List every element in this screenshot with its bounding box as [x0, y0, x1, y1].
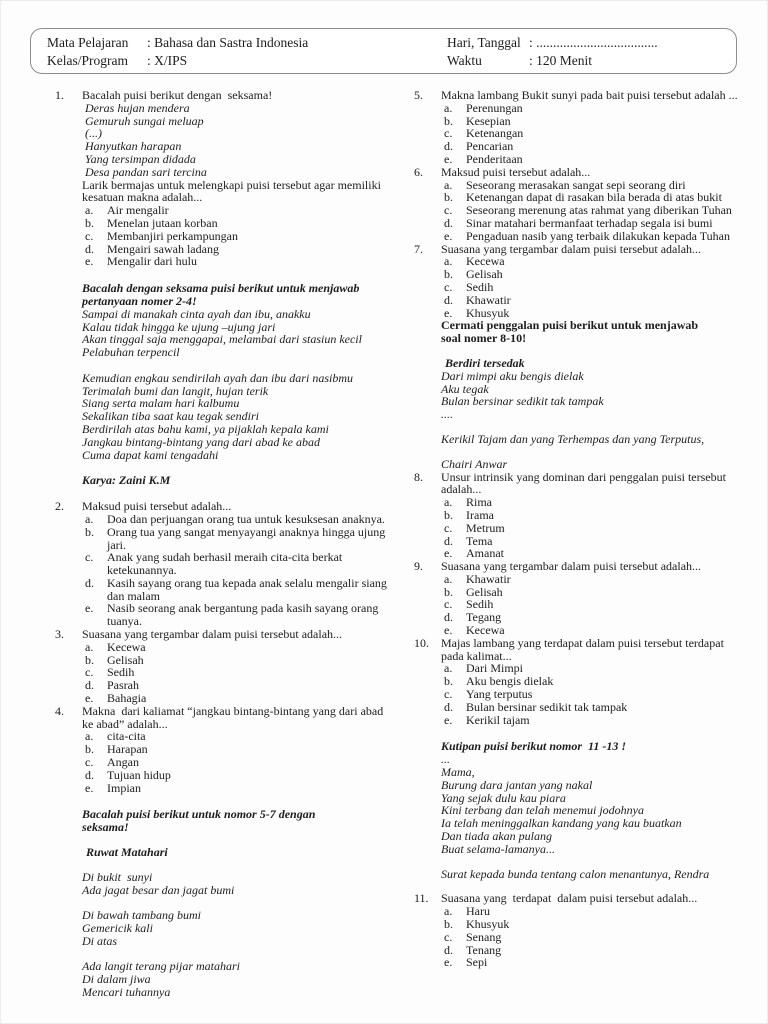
option-row — [441, 688, 746, 701]
question-block — [55, 499, 390, 629]
poem-line: (...) — [85, 126, 102, 141]
option-text: Gelisah — [107, 652, 144, 667]
question-text: Suasana yang tergambar dalam puisi tersebut adalah... — [82, 627, 343, 642]
option-row — [441, 281, 746, 294]
poem-line: Di dalam jiwa — [82, 972, 151, 987]
options-list — [82, 204, 387, 268]
question-body — [82, 499, 390, 629]
poem-line: Di atas — [82, 933, 118, 948]
option-letter: b. — [444, 267, 453, 282]
option-text: Penderitaan — [466, 151, 523, 166]
poem-line: Siang serta malam hari kalbumu — [82, 396, 240, 411]
option-text: Nasib seorang anak bergantung pada kasih sayang orang tuanya. — [107, 601, 382, 629]
option-letter: d. — [444, 699, 453, 714]
poem-line: Sekalikan tiba saat kau tegak sendiri — [82, 409, 259, 424]
subject-label: Mata Pelajaran — [47, 35, 129, 50]
option-text: Aku bengis dielak — [466, 674, 554, 689]
options-list — [441, 102, 746, 166]
option-row — [82, 255, 387, 268]
option-row — [441, 522, 746, 535]
options-list — [82, 641, 387, 705]
option-letter: b. — [85, 652, 94, 667]
option-text: Senang — [466, 929, 502, 944]
option-row — [82, 641, 387, 654]
option-letter: c. — [444, 687, 453, 702]
question-text: Majas lambang yang terdapat dalam puisi tersebut terdapat pada kalimat... — [441, 635, 727, 663]
option-letter: d. — [444, 610, 453, 625]
question-block — [414, 471, 746, 561]
question-number: 8. — [414, 469, 423, 484]
option-row — [441, 931, 746, 944]
question-block — [55, 89, 387, 268]
poem-line: Yang sejak dulu kau piara — [441, 790, 566, 805]
question-block — [414, 892, 746, 969]
attribution: Chairi Anwar — [441, 456, 508, 471]
question-body — [441, 243, 746, 320]
option-row — [441, 153, 746, 166]
header-left-column — [47, 34, 447, 73]
option-letter: d. — [444, 139, 453, 154]
option-letter: e. — [85, 780, 94, 795]
question-number: 1. — [55, 88, 64, 102]
option-text: Orang tua yang sangat menyayangi anaknya hingga ujung jari. — [107, 524, 389, 552]
option-text: Gelisah — [466, 584, 503, 599]
question-number: 10. — [414, 635, 429, 650]
duration-value: : 120 Menit — [529, 52, 592, 68]
options-list — [441, 255, 746, 319]
option-letter: c. — [444, 203, 453, 218]
class-label: Kelas/Program — [47, 52, 128, 68]
poem-line: Gemericik kali — [82, 921, 153, 936]
option-letter: b. — [85, 215, 94, 230]
option-text: Khusyuk — [466, 917, 510, 932]
class-row — [47, 52, 447, 70]
poem-line: Ada langit terang pijar matahari — [82, 959, 241, 974]
option-letter: b. — [444, 584, 453, 599]
option-letter: c. — [444, 597, 453, 612]
attribution: Karya: Zaini K.M — [82, 473, 171, 488]
option-text: Kesepian — [466, 113, 511, 128]
question-text: Maksud puisi tersebut adalah... — [441, 164, 591, 179]
spacer — [414, 856, 746, 868]
option-text: Menelan jutaan korban — [107, 215, 218, 230]
option-text: Anak yang sudah berhasil meraih cita-cita berkat ketekunannya. — [107, 550, 346, 578]
poem-title: Ruwat Matahari — [86, 845, 168, 860]
class-value: : X/IPS — [147, 52, 188, 68]
question-number: 5. — [414, 88, 423, 102]
option-text: Kecewa — [107, 639, 146, 654]
question-text: Makna dari kaliamat “jangkau bintang-bintang yang dari abad ke abad” adalah... — [82, 703, 387, 731]
option-text: Impian — [107, 780, 141, 795]
poem-line: Jangkau bintang-bintang yang dari abad ke abad — [82, 434, 320, 449]
option-text: Yang terputus — [466, 687, 533, 702]
option-letter: a. — [444, 661, 453, 676]
option-letter: b. — [444, 113, 453, 128]
question-body — [441, 166, 746, 243]
option-text: Tenang — [466, 942, 502, 957]
option-letter: d. — [444, 292, 453, 307]
option-text: Kecewa — [466, 623, 505, 638]
option-letter: e. — [85, 691, 94, 706]
poem-title: Berdiri tersedak — [445, 355, 525, 370]
option-row — [82, 602, 387, 628]
option-text: Kasih sayang orang tua kepada anak selalu mengalir siang dan malam — [107, 575, 390, 603]
option-letter: e. — [85, 254, 94, 269]
question-text: Larik bermajas untuk melengkapi puisi tersebut agar memiliki kesatuan makna adalah... — [82, 177, 384, 205]
option-text: Dari Mimpi — [466, 661, 523, 676]
option-letter: a. — [444, 254, 453, 269]
option-text: Tujuan hidup — [107, 767, 171, 782]
option-letter: e. — [444, 546, 453, 561]
date-label: Hari, Tanggal — [447, 35, 521, 50]
option-row — [82, 769, 387, 782]
option-letter: e. — [444, 305, 453, 320]
option-text: Rima — [466, 495, 492, 510]
instruction-line: Cermati penggalan puisi berikut untuk menjawab — [441, 318, 699, 333]
spacer — [55, 268, 387, 282]
option-text: Khawatir — [466, 571, 511, 586]
question-body — [441, 89, 746, 166]
option-row — [441, 102, 746, 115]
option-row — [441, 294, 746, 307]
option-letter: e. — [85, 601, 94, 616]
option-text: Haru — [466, 904, 490, 919]
poem-line: Ada jagat besar dan jagat bumi — [82, 882, 235, 897]
poem-line: Di bukit sunyi — [82, 869, 153, 884]
option-text: Pencarian — [466, 139, 514, 154]
option-text: Tema — [466, 533, 493, 548]
option-text: Mengairi sawah ladang — [107, 241, 219, 256]
option-letter: d. — [444, 215, 453, 230]
poem-line: Gemuruh sungai meluap — [85, 113, 204, 128]
poem-line: Desa pandan sari tercina — [85, 164, 207, 179]
question-text: Bacalah puisi berikut dengan seksama! — [82, 88, 273, 102]
option-letter: e. — [444, 228, 453, 243]
option-row — [441, 573, 746, 586]
option-letter: b. — [444, 917, 453, 932]
option-letter: d. — [85, 767, 94, 782]
option-letter: d. — [85, 575, 94, 590]
question-number: 11. — [414, 891, 429, 906]
option-row — [441, 714, 746, 727]
option-row — [82, 217, 387, 230]
poem-line: Mama, — [441, 765, 475, 780]
option-letter: e. — [444, 955, 453, 970]
option-text: Khawatir — [466, 292, 511, 307]
option-letter: c. — [444, 279, 453, 294]
option-letter: b. — [444, 674, 453, 689]
option-row — [82, 782, 387, 795]
question-number: 2. — [55, 499, 64, 514]
poem-line: Kalau tidak hingga ke ujung –ujung jari — [82, 319, 276, 334]
poem-line: Hanyutkan harapan — [85, 139, 182, 154]
poem-stanza — [82, 102, 387, 179]
option-letter: a. — [85, 729, 94, 744]
question-text: Suasana yang tergambar dalam puisi tersebut adalah... — [441, 559, 702, 574]
question-body — [82, 705, 387, 795]
subject-row — [47, 34, 447, 52]
exam-header-box — [30, 28, 737, 74]
question-number: 3. — [55, 627, 64, 642]
question-block — [414, 560, 746, 637]
question-text: Makna lambang Bukit sunyi pada bait puisi tersebut adalah ... — [441, 88, 738, 102]
option-row — [82, 230, 387, 243]
option-row — [441, 956, 746, 969]
option-text: Metrum — [466, 520, 505, 535]
option-text: Membanjiri perkampungan — [107, 228, 238, 243]
instruction-line: Kutipan puisi berikut nomor 11 -13 ! — [441, 739, 627, 754]
option-letter: c. — [85, 755, 94, 770]
option-text: Sedih — [466, 279, 494, 294]
spacer — [55, 794, 387, 808]
option-text: Pengaduan nasib yang terbaik dilakukan kepada Tuhan — [466, 228, 730, 243]
option-text: Tegang — [466, 610, 502, 625]
poem-line: Aku tegak — [441, 381, 489, 396]
option-letter: c. — [85, 228, 94, 243]
option-row — [82, 526, 387, 552]
poem-line: Ia telah meninggalkan kandang yang kau buatkan — [441, 816, 682, 831]
option-letter: d. — [444, 942, 453, 957]
option-text: Sedih — [466, 597, 494, 612]
options-list — [441, 496, 746, 560]
question-number: 6. — [414, 164, 423, 179]
question-block — [414, 166, 746, 243]
poem-line: Pelabuhan terpencil — [82, 345, 180, 360]
option-row — [82, 756, 387, 769]
option-letter: a. — [444, 100, 453, 115]
option-letter: d. — [85, 241, 94, 256]
option-letter: c. — [85, 550, 94, 565]
poem-line: Dari mimpi aku bengis dielak — [441, 368, 584, 383]
option-text: Sinar matahari bermanfaat terhadap segala isi bumi — [466, 215, 713, 230]
option-text: Perenungan — [466, 100, 523, 115]
poem-line: Cuma dapat kami tengadahi — [82, 447, 219, 462]
poem-line: Bulan bersinar sedikit tak tampak — [441, 394, 604, 409]
option-letter: e. — [444, 712, 453, 727]
poem-stanza — [441, 753, 746, 855]
question-number: 7. — [414, 241, 423, 256]
option-letter: e. — [444, 151, 453, 166]
instruction-line: pertanyaan nomer 2-4! — [82, 293, 197, 308]
options-list — [82, 730, 387, 794]
option-letter: b. — [444, 507, 453, 522]
option-text: Sedih — [107, 665, 135, 680]
option-letter: a. — [85, 639, 94, 654]
poem-line: Sampai di manakah cinta ayah dan ibu, anakku — [82, 306, 311, 321]
options-list — [441, 662, 746, 726]
poem-stanza — [82, 871, 387, 999]
options-list — [441, 905, 746, 969]
options-list — [441, 573, 746, 637]
option-row — [441, 918, 746, 931]
option-letter: c. — [85, 665, 94, 680]
option-letter: b. — [444, 190, 453, 205]
option-text: Kecewa — [466, 254, 505, 269]
poem-line: .... — [441, 407, 453, 422]
instruction-line: soal nomer 8-10! — [441, 331, 527, 346]
option-letter: c. — [444, 126, 453, 141]
poem-line: Akan tinggal saja menggapai, melambai dari stasiun kecil — [82, 332, 362, 347]
option-text: Khusyuk — [466, 305, 510, 320]
option-text: Ketenangan dapat di rasakan bila berada di atas bukit — [466, 190, 722, 205]
option-letter: a. — [85, 511, 94, 526]
option-row — [441, 701, 746, 714]
poem-line: Dan tiada akan pulang — [441, 829, 552, 844]
question-text: Maksud puisi tersebut adalah... — [82, 499, 232, 514]
option-text: Gelisah — [466, 267, 503, 282]
option-letter: a. — [444, 904, 453, 919]
option-text: Doa dan perjuangan orang tua untuk kesuksesan anaknya. — [107, 511, 385, 526]
option-letter: e. — [444, 623, 453, 638]
option-row — [82, 692, 387, 705]
question-body — [441, 637, 746, 727]
poem-line: Yang tersimpan didada — [85, 151, 196, 166]
instruction-heading — [441, 740, 746, 753]
poem-line: Berdirilah atas bahu kami, ya pijaklah kepala kami — [82, 421, 329, 436]
options-list — [82, 511, 390, 629]
spacer — [414, 446, 746, 458]
instruction-heading — [82, 808, 387, 834]
question-text: Suasana yang terdapat dalam puisi tersebut adalah... — [441, 891, 698, 906]
instruction-heading — [82, 282, 387, 308]
question-body — [82, 89, 387, 268]
option-text: Amanat — [466, 546, 504, 561]
option-row — [82, 551, 387, 577]
question-body — [441, 560, 746, 637]
poem-line: Kerikil Tajam dan yang Terhempas dan yang Terputus, — [441, 431, 705, 446]
attribution: Surat kepada bunda tentang calon menantunya, Rendra — [441, 866, 710, 881]
subject-value: : Bahasa dan Sastra Indonesia — [147, 35, 309, 50]
option-row — [441, 496, 746, 509]
date-value: : .................................... — [529, 35, 658, 50]
duration-row — [447, 52, 720, 70]
poem-line: Kemudian engkau sendirilah ayah dan ibu dari nasibmu — [82, 370, 353, 385]
option-letter: b. — [85, 524, 94, 539]
poem-stanza — [441, 433, 746, 446]
left-column — [55, 88, 390, 999]
option-row — [441, 509, 746, 522]
option-text: Bahagia — [107, 691, 147, 706]
option-text: Mengalir dari hulu — [107, 254, 197, 269]
option-row — [82, 575, 390, 603]
option-letter: c. — [444, 520, 453, 535]
option-letter: d. — [85, 678, 94, 693]
option-text: Bulan bersinar sedikit tak tampak — [466, 699, 628, 714]
instruction-line: Bacalah dengan seksama puisi berikut untuk menjawab — [82, 281, 360, 296]
option-row — [441, 217, 746, 230]
question-body — [441, 471, 746, 561]
poem-line: Buat selama-lamanya... — [441, 841, 555, 856]
question-text: Suasana yang tergambar dalam puisi tersebut adalah... — [441, 241, 702, 256]
option-letter: a. — [444, 495, 453, 510]
options-list — [441, 179, 746, 243]
question-number: 4. — [55, 703, 64, 718]
instruction-heading — [441, 319, 746, 345]
option-text: Seseorang merasakan sangat sepi seorang diri — [466, 177, 686, 192]
option-letter: a. — [444, 571, 453, 586]
option-row — [82, 513, 387, 526]
option-row — [441, 624, 746, 637]
question-block — [414, 89, 746, 166]
date-row — [447, 34, 720, 52]
option-letter: d. — [444, 533, 453, 548]
poem-stanza — [441, 370, 746, 421]
poem-line: Burung dara jantan yang nakal — [441, 777, 593, 792]
option-letter: b. — [85, 742, 94, 757]
poem-line: ... — [441, 752, 450, 767]
option-text: Kerikil tajam — [466, 712, 530, 727]
duration-label: Waktu — [447, 52, 482, 68]
poem-line — [82, 359, 387, 372]
poem-line: Terimalah bumi dan langit, hujan terik — [82, 383, 269, 398]
spacer — [414, 726, 746, 740]
option-text: Ketenangan — [466, 126, 524, 141]
question-number: 9. — [414, 559, 423, 574]
right-column — [414, 89, 746, 999]
option-text: Angan — [107, 755, 139, 770]
option-letter: a. — [444, 177, 453, 192]
poem-line: Di bawah tambang bumi — [82, 908, 202, 923]
question-body — [82, 628, 387, 705]
option-text: Irama — [466, 507, 494, 522]
option-text: Seseorang merenung atas rahmat yang diberikan Tuhan — [466, 203, 732, 218]
question-block — [55, 705, 387, 795]
exam-content — [55, 89, 747, 999]
question-body — [441, 892, 746, 969]
option-text: cita-cita — [107, 729, 146, 744]
question-block — [55, 628, 387, 705]
poem-line: Deras hujan mendera — [85, 100, 190, 115]
option-row — [441, 230, 746, 243]
instruction-line: Bacalah puisi berikut untuk nomor 5-7 dengan — [82, 807, 316, 822]
option-text: Harapan — [107, 742, 148, 757]
option-letter: a. — [85, 203, 94, 218]
poem-stanza — [82, 308, 387, 462]
option-text: Pasrah — [107, 678, 139, 693]
instruction-line: seksama! — [82, 820, 129, 835]
question-text: Unsur intrinsik yang dominan dari penggalan puisi tersebut adalah... — [441, 469, 729, 497]
poem-line: Kini terbang dan telah menemui jodohnya — [441, 803, 644, 818]
header-right-column — [447, 34, 720, 73]
question-block — [414, 243, 746, 320]
option-text: Air mengalir — [107, 203, 169, 218]
option-letter: c. — [444, 929, 453, 944]
poem-line: Mencari tuhannya — [82, 985, 171, 999]
option-text: Sepi — [466, 955, 488, 970]
question-block — [414, 637, 746, 727]
